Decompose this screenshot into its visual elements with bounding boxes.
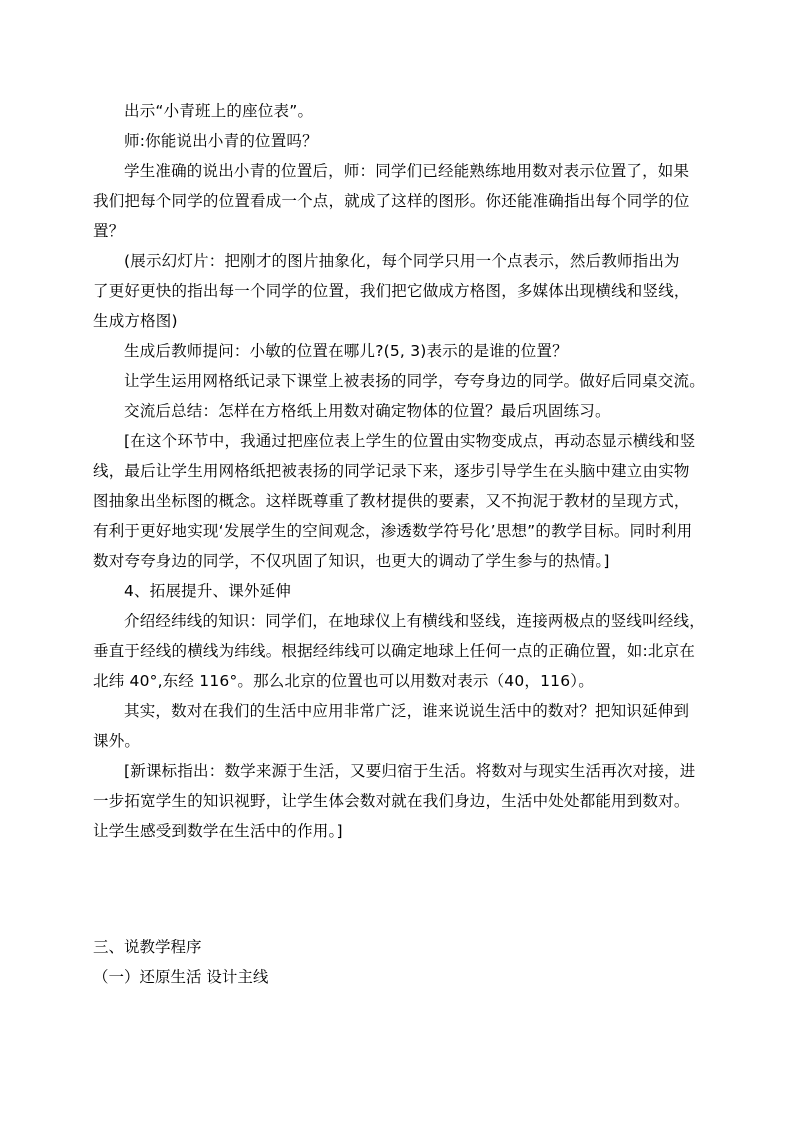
paragraph-line: 垂直于经线的横线为纬线。根据经纬线可以确定地球上任何一点的正确位置，如:北京在 (93, 642, 696, 660)
paragraph-line: 生成后教师提问：小敏的位置在哪儿?(5, 3)表示的是谁的位置？ (124, 342, 568, 360)
paragraph-line: [新课标指出：数学来源于生活，又要归宿于生活。将数对与现实生活再次对接，进 (124, 762, 696, 780)
paragraph-line: 生成方格图) (93, 312, 178, 330)
paragraph-line: 4、拓展提升、课外延伸 (124, 582, 292, 600)
paragraph-line: 北纬 40°,东经 116°。那么北京的位置也可以用数对表示（40，116）。 (93, 672, 594, 690)
paragraph-line: 置？ (93, 222, 125, 240)
subsection-heading: （一）还原生活 设计主线 (93, 968, 269, 986)
paragraph-line: 师:你能说出小青的位置吗？ (124, 132, 318, 150)
paragraph-line: 让学生感受到数学在生活中的作用。] (93, 822, 343, 840)
paragraph-line: 数对夸夸身边的同学，不仅巩固了知识，也更大的调动了学生参与的热情。] (93, 552, 610, 570)
document-body (93, 96, 705, 992)
paragraph-line: 介绍经纬线的知识：同学们，在地球仪上有横线和竖线，连接两极点的竖线叫经线， (124, 612, 705, 630)
paragraph-line: 其实，数对在我们的生活中应用非常广泛，谁来说说生活中的数对？把知识延伸到 (124, 702, 690, 720)
section-heading: 三、说教学程序 (93, 938, 202, 956)
paragraph-line: 学生准确的说出小青的位置后，师：同学们已经能熟练地用数对表示位置了，如果 (124, 162, 690, 180)
blank-space (124, 846, 702, 932)
paragraph-line: 图抽象出坐标图的概念。这样既尊重了教材提供的要素，又不拘泥于教材的呈现方式， (93, 492, 690, 510)
paragraph-line: 线，最后让学生用网格纸把被表扬的同学记录下来，逐步引导学生在头脑中建立由实物 (93, 462, 690, 480)
paragraph-line: (展示幻灯片：把刚才的图片抽象化，每个同学只用一个点表示，然后教师指出为 (124, 252, 680, 270)
paragraph-line: 让学生运用网格纸记录下课堂上被表扬的同学，夸夸身边的同学。做好后同桌交流。 (124, 372, 705, 390)
paragraph-line: 课外。 (93, 732, 141, 750)
paragraph-line: 我们把每个同学的位置看成一个点，就成了这样的图形。你还能准确指出每个同学的位 (93, 192, 690, 210)
paragraph-line: 了更好更快的指出每一个同学的位置，我们把它做成方格图，多媒体出现横线和竖线， (93, 282, 690, 300)
paragraph-line: 一步拓宽学生的知识视野，让学生体会数对就在我们身边，生活中处处都能用到数对。 (93, 792, 690, 810)
paragraph-line: [在这个环节中，我通过把座位表上学生的位置由实物变成点，再动态显示横线和竖 (124, 432, 696, 450)
paragraph-line: 交流后总结：怎样在方格纸上用数对确定物体的位置？最后巩固练习。 (124, 402, 611, 420)
paragraph-line: 出示“小青班上的座位表”。 (124, 102, 314, 120)
paragraph-line: 有利于更好地实现‘发展学生的空间观念，渗透数学符号化’思想”的教学目标。同时利用 (93, 522, 693, 540)
